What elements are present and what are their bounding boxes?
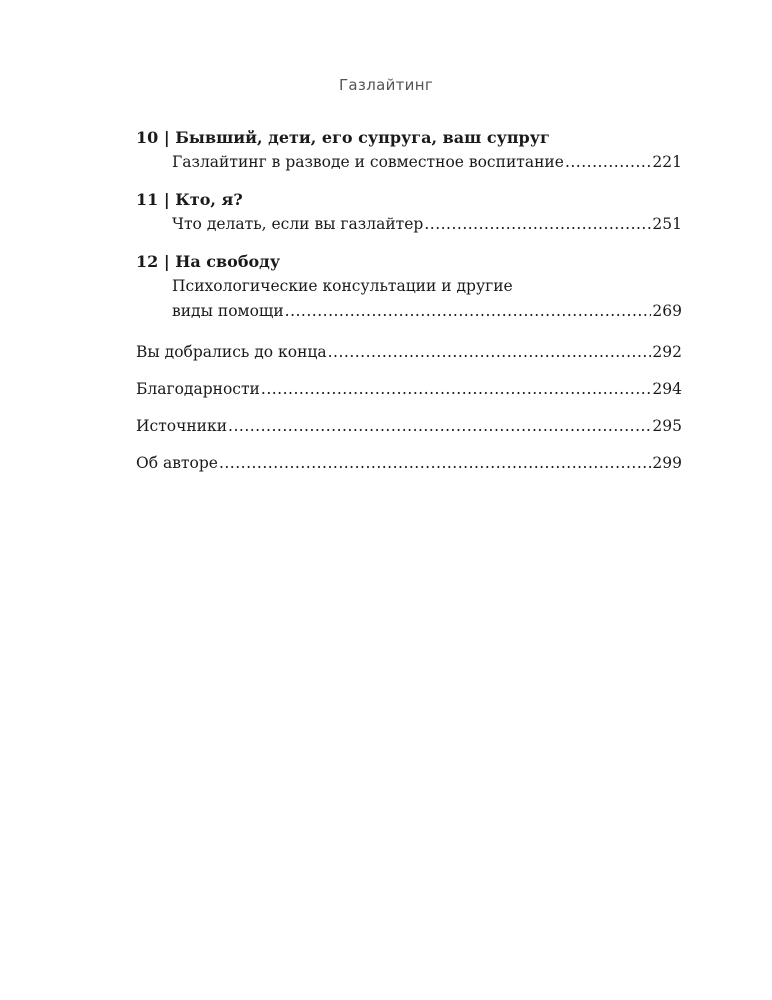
chapter-title: На свободу bbox=[175, 252, 281, 271]
entry-title: Источники bbox=[136, 417, 228, 435]
page-number: 299 bbox=[652, 454, 682, 472]
chapter-separator: | bbox=[163, 252, 170, 271]
page-number: 251 bbox=[652, 215, 682, 233]
running-head: Газлайтинг bbox=[338, 76, 434, 94]
table-of-contents bbox=[136, 126, 682, 488]
toc-entry-acknowledgements bbox=[136, 377, 682, 402]
chapter-separator: | bbox=[163, 128, 170, 147]
toc-leader-row bbox=[172, 299, 682, 324]
entry-title: Об авторе bbox=[136, 454, 218, 472]
chapter-title: Бывший, дети, его супруга, ваш супруг bbox=[175, 128, 550, 147]
chapter-title: Кто, я? bbox=[175, 190, 243, 209]
toc-entry-sources bbox=[136, 414, 682, 439]
dot-leader bbox=[285, 299, 652, 324]
page-number: 292 bbox=[652, 343, 682, 361]
toc-chapter-10 bbox=[136, 126, 682, 175]
page-number: 295 bbox=[652, 417, 682, 435]
dot-leader bbox=[261, 377, 652, 402]
chapter-number: 12 bbox=[136, 252, 159, 271]
subtitle-text: виды помощи bbox=[172, 302, 284, 320]
chapter-separator: | bbox=[163, 190, 170, 209]
page-number: 269 bbox=[652, 302, 682, 320]
chapter-subtitle bbox=[136, 212, 682, 237]
chapter-subtitle bbox=[136, 274, 682, 324]
dot-leader bbox=[328, 340, 652, 365]
entry-title: Благодарности bbox=[136, 380, 260, 398]
subtitle-text: Газлайтинг в разводе и совместное воспитание bbox=[172, 153, 564, 171]
chapter-heading bbox=[136, 250, 682, 274]
chapter-heading bbox=[136, 188, 682, 212]
entry-title: Вы добрались до конца bbox=[136, 343, 327, 361]
dot-leader bbox=[228, 414, 651, 439]
toc-leader-row bbox=[172, 150, 682, 175]
chapter-heading bbox=[136, 126, 682, 150]
page-number: 221 bbox=[652, 153, 682, 171]
toc-entry-end bbox=[136, 340, 682, 365]
chapter-subtitle bbox=[136, 150, 682, 175]
toc-entry-about-author bbox=[136, 451, 682, 476]
dot-leader bbox=[565, 150, 651, 175]
chapter-number: 11 bbox=[136, 190, 159, 209]
dot-leader bbox=[219, 451, 651, 476]
chapter-number: 10 bbox=[136, 128, 159, 147]
toc-chapter-12 bbox=[136, 250, 682, 324]
subtitle-text: Что делать, если вы газлайтер bbox=[172, 215, 424, 233]
dot-leader bbox=[424, 212, 651, 237]
page-number: 294 bbox=[652, 380, 682, 398]
toc-leader-row bbox=[172, 212, 682, 237]
toc-chapter-11 bbox=[136, 188, 682, 237]
subtitle-text: Психологические консультации и другие bbox=[172, 277, 513, 295]
